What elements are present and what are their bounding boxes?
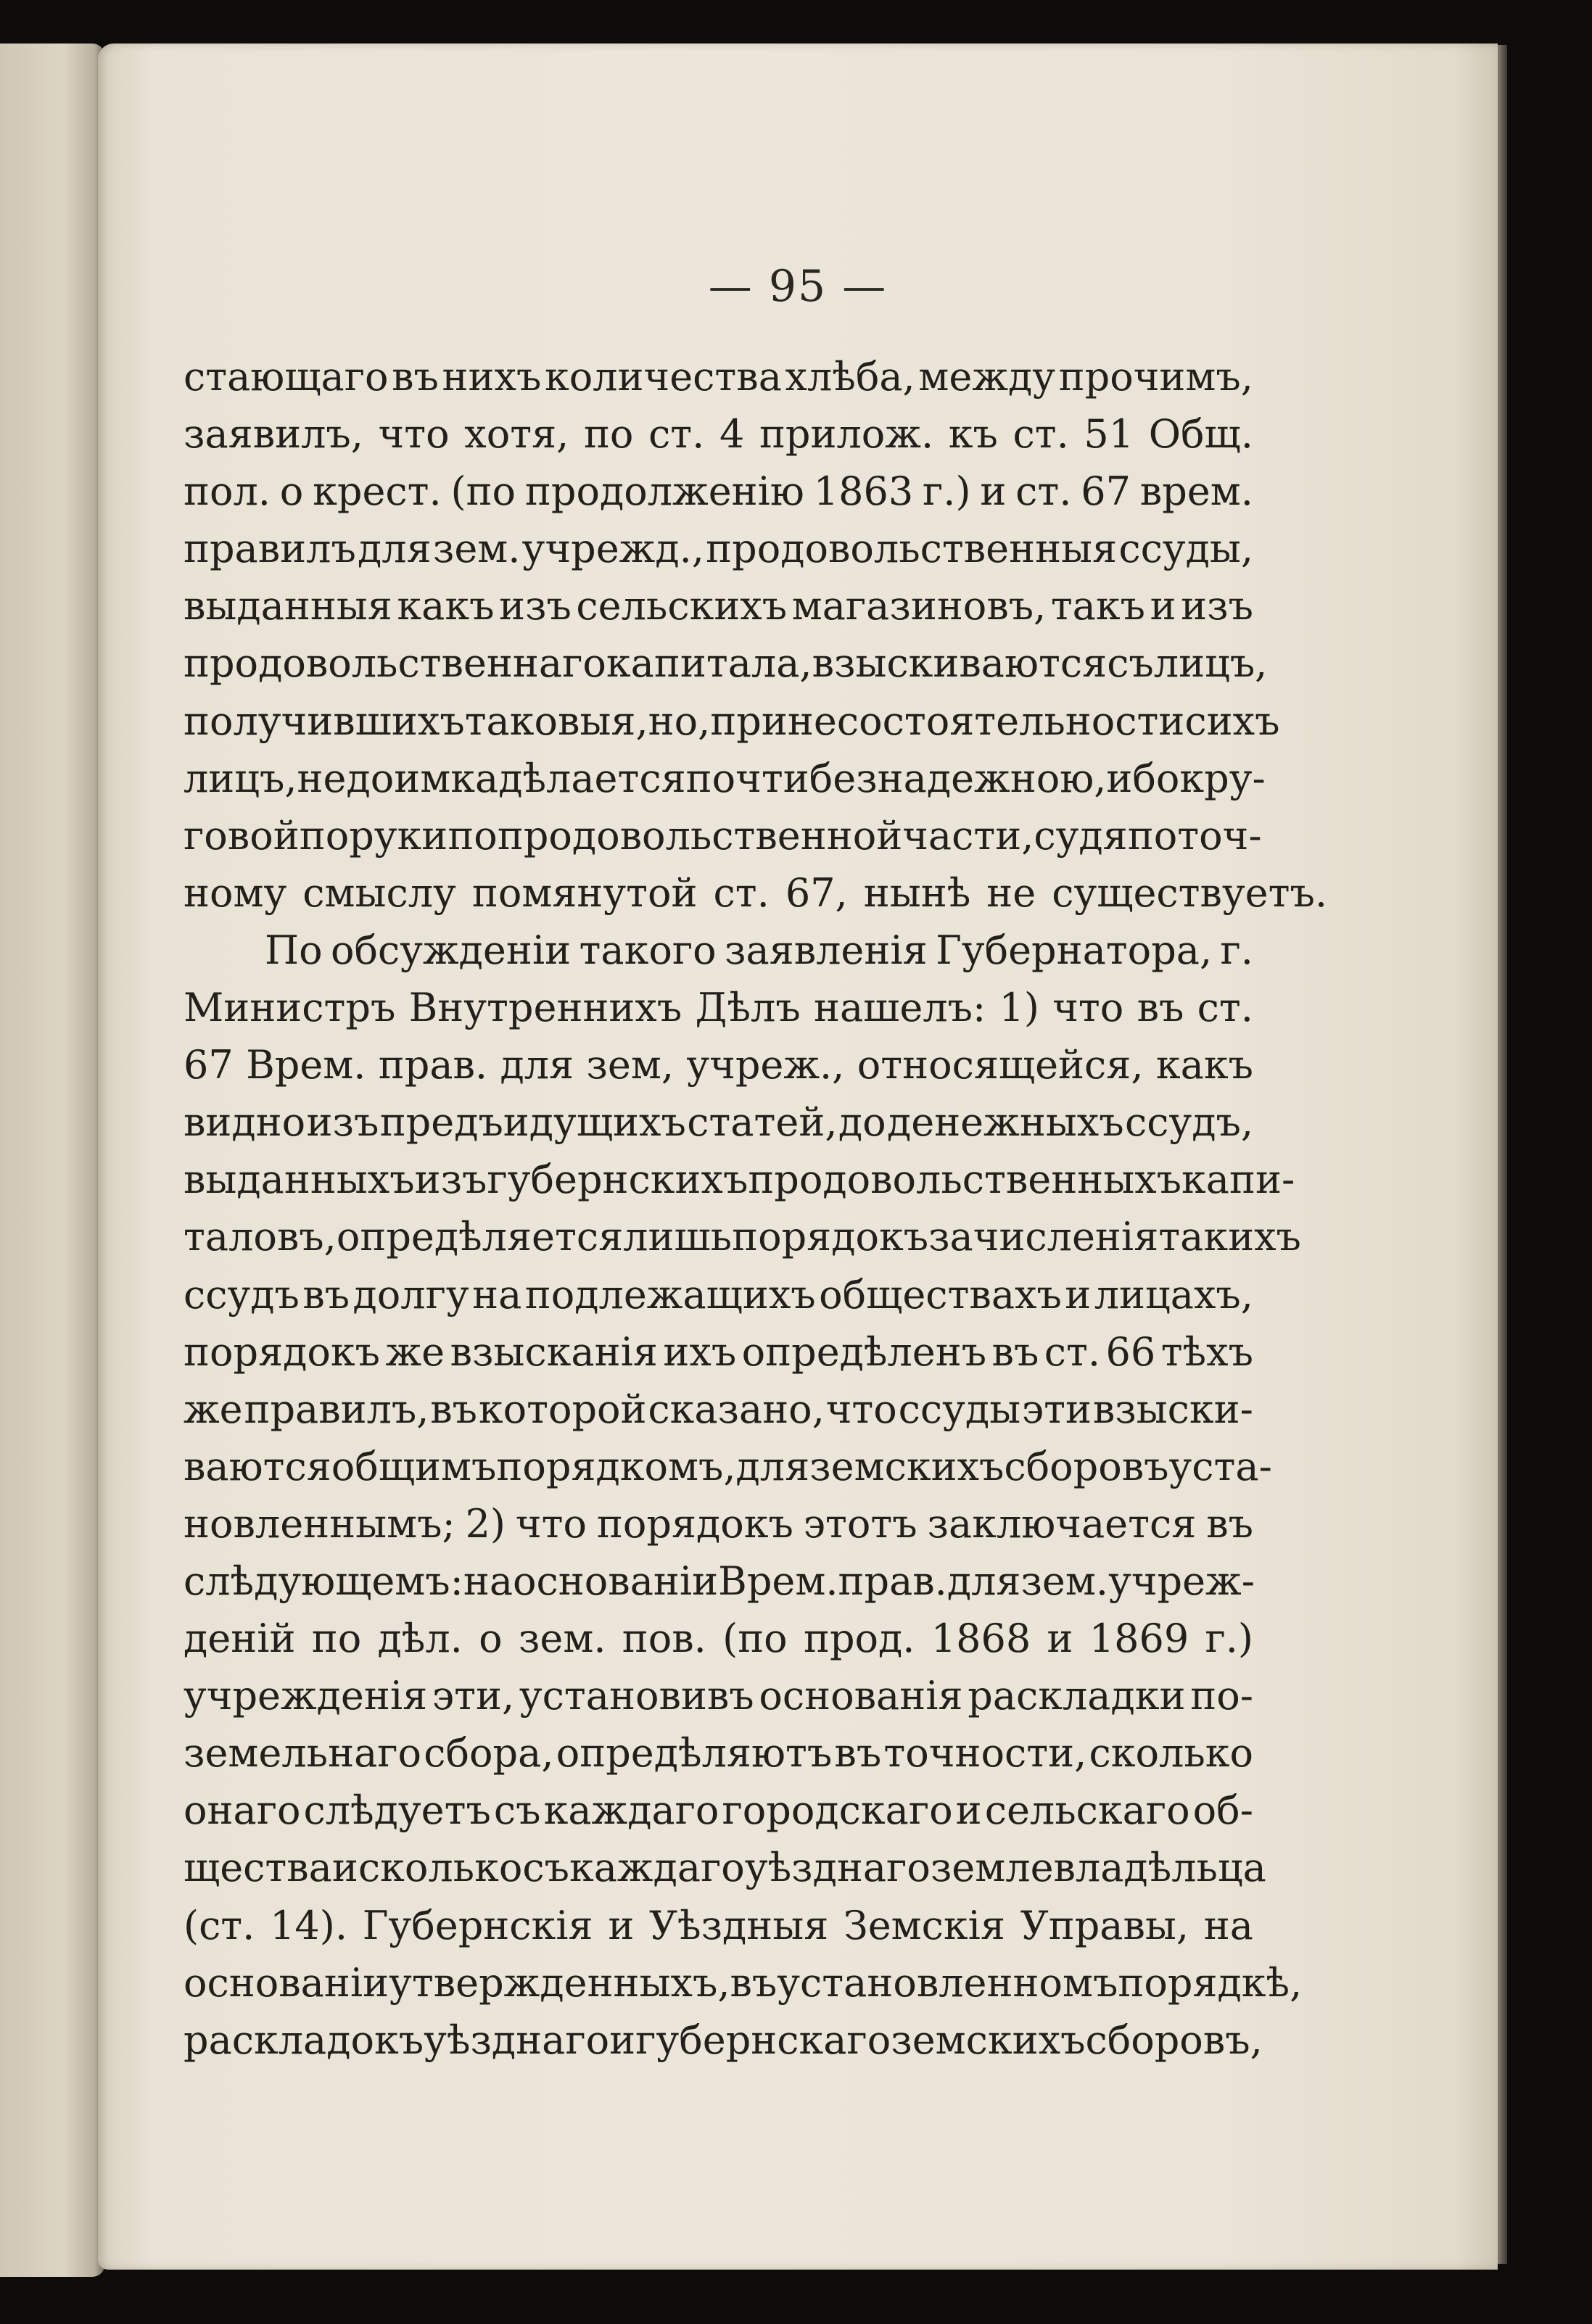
- text-line: слѣдующемъ: на основаніи Врем. прав. для зем. учреж-: [183, 1558, 1255, 1604]
- text-line: деній по дѣл. о зем. пов. (по прод. 1868 и 1869 г.): [183, 1616, 1253, 1662]
- text-line: стающаго въ нихъ количества хлѣба, между прочимъ,: [183, 354, 1253, 400]
- text-line: пол. о крест. (по продолженію 1863 г.) и ст. 67 врем.: [183, 468, 1253, 515]
- text-line: ссудъ въ долгу на подлежащихъ обществахъ и лицахъ,: [183, 1271, 1253, 1318]
- text-line: таловъ, опредѣляется лишь порядокъ зачисленія такихъ: [183, 1214, 1301, 1260]
- text-line: основаніи утвержденныхъ, въ установленномъ порядкѣ,: [183, 1959, 1303, 2006]
- text-line: ваются общимъ порядкомъ, для земскихъ сборовъ уста-: [183, 1443, 1272, 1489]
- text-line: продовольственнаго капитала, взыскиваются съ лицъ,: [183, 640, 1268, 687]
- text-line: (ст. 14). Губернскія и Уѣздныя Земскія Управы, на: [183, 1902, 1253, 1948]
- text-line: правилъ для зем. учрежд., продовольственныя ссуды,: [183, 526, 1253, 572]
- text-line: раскладокъ уѣзднаго и губернскаго земскихъ сборовъ,: [183, 2017, 1263, 2063]
- text-line: 67 Врем. прав. для зем, учреж., относящейся, какъ: [183, 1042, 1253, 1088]
- text-line: говой поруки по продовольственной части, судя по точ-: [183, 812, 1262, 859]
- text-line: земельнаго сбора, опредѣляютъ въ точности, сколько: [183, 1730, 1253, 1777]
- text-line: выданныхъ изъ губернскихъ продовольственныхъ капи-: [183, 1157, 1295, 1203]
- text-line: видно изъ предъидущихъ статей, до денежныхъ ссудъ,: [183, 1099, 1253, 1146]
- text-line: получившихъ таковыя, но, при несостоятельности сихъ: [183, 698, 1280, 744]
- text-line: лицъ, недоимка дѣлается почти безнадежною, ибо кру-: [183, 755, 1266, 801]
- text-line: заявилъ, что хотя, по ст. 4 прилож. къ ст. 51 Общ.: [183, 411, 1253, 458]
- text-line: порядокъ же взысканія ихъ опредѣленъ въ ст. 66 тѣхъ: [183, 1328, 1253, 1375]
- text-line: онаго слѣдуетъ съ каждаго городскаго и сельскаго об-: [183, 1787, 1253, 1834]
- text-line: новленнымъ; 2) что порядокъ этотъ заключается въ: [183, 1500, 1253, 1547]
- book-page: [98, 44, 1498, 2270]
- text-line: же правилъ, въ которой сказано, что ссуды эти взыски-: [183, 1386, 1253, 1432]
- text-line: Министръ Внутреннихъ Дѣлъ нашелъ: 1) что въ ст.: [183, 985, 1253, 1031]
- text-line: По обсужденіи такого заявленія Губернатора, г.: [265, 927, 1253, 973]
- text-line: ному смыслу помянутой ст. 67, нынѣ не существуетъ.: [183, 869, 1328, 916]
- text-block: [183, 348, 1328, 2069]
- left-facing-page: [0, 44, 105, 2277]
- text-line: учрежденія эти, установивъ основанія раскладки по-: [183, 1673, 1253, 1719]
- text-line: выданныя какъ изъ сельскихъ магазиновъ, такъ и изъ: [183, 583, 1253, 629]
- page-number: — 95 —: [708, 261, 888, 312]
- text-line: щества и сколько съ каждаго уѣзднаго землевладѣльца: [183, 1845, 1266, 1891]
